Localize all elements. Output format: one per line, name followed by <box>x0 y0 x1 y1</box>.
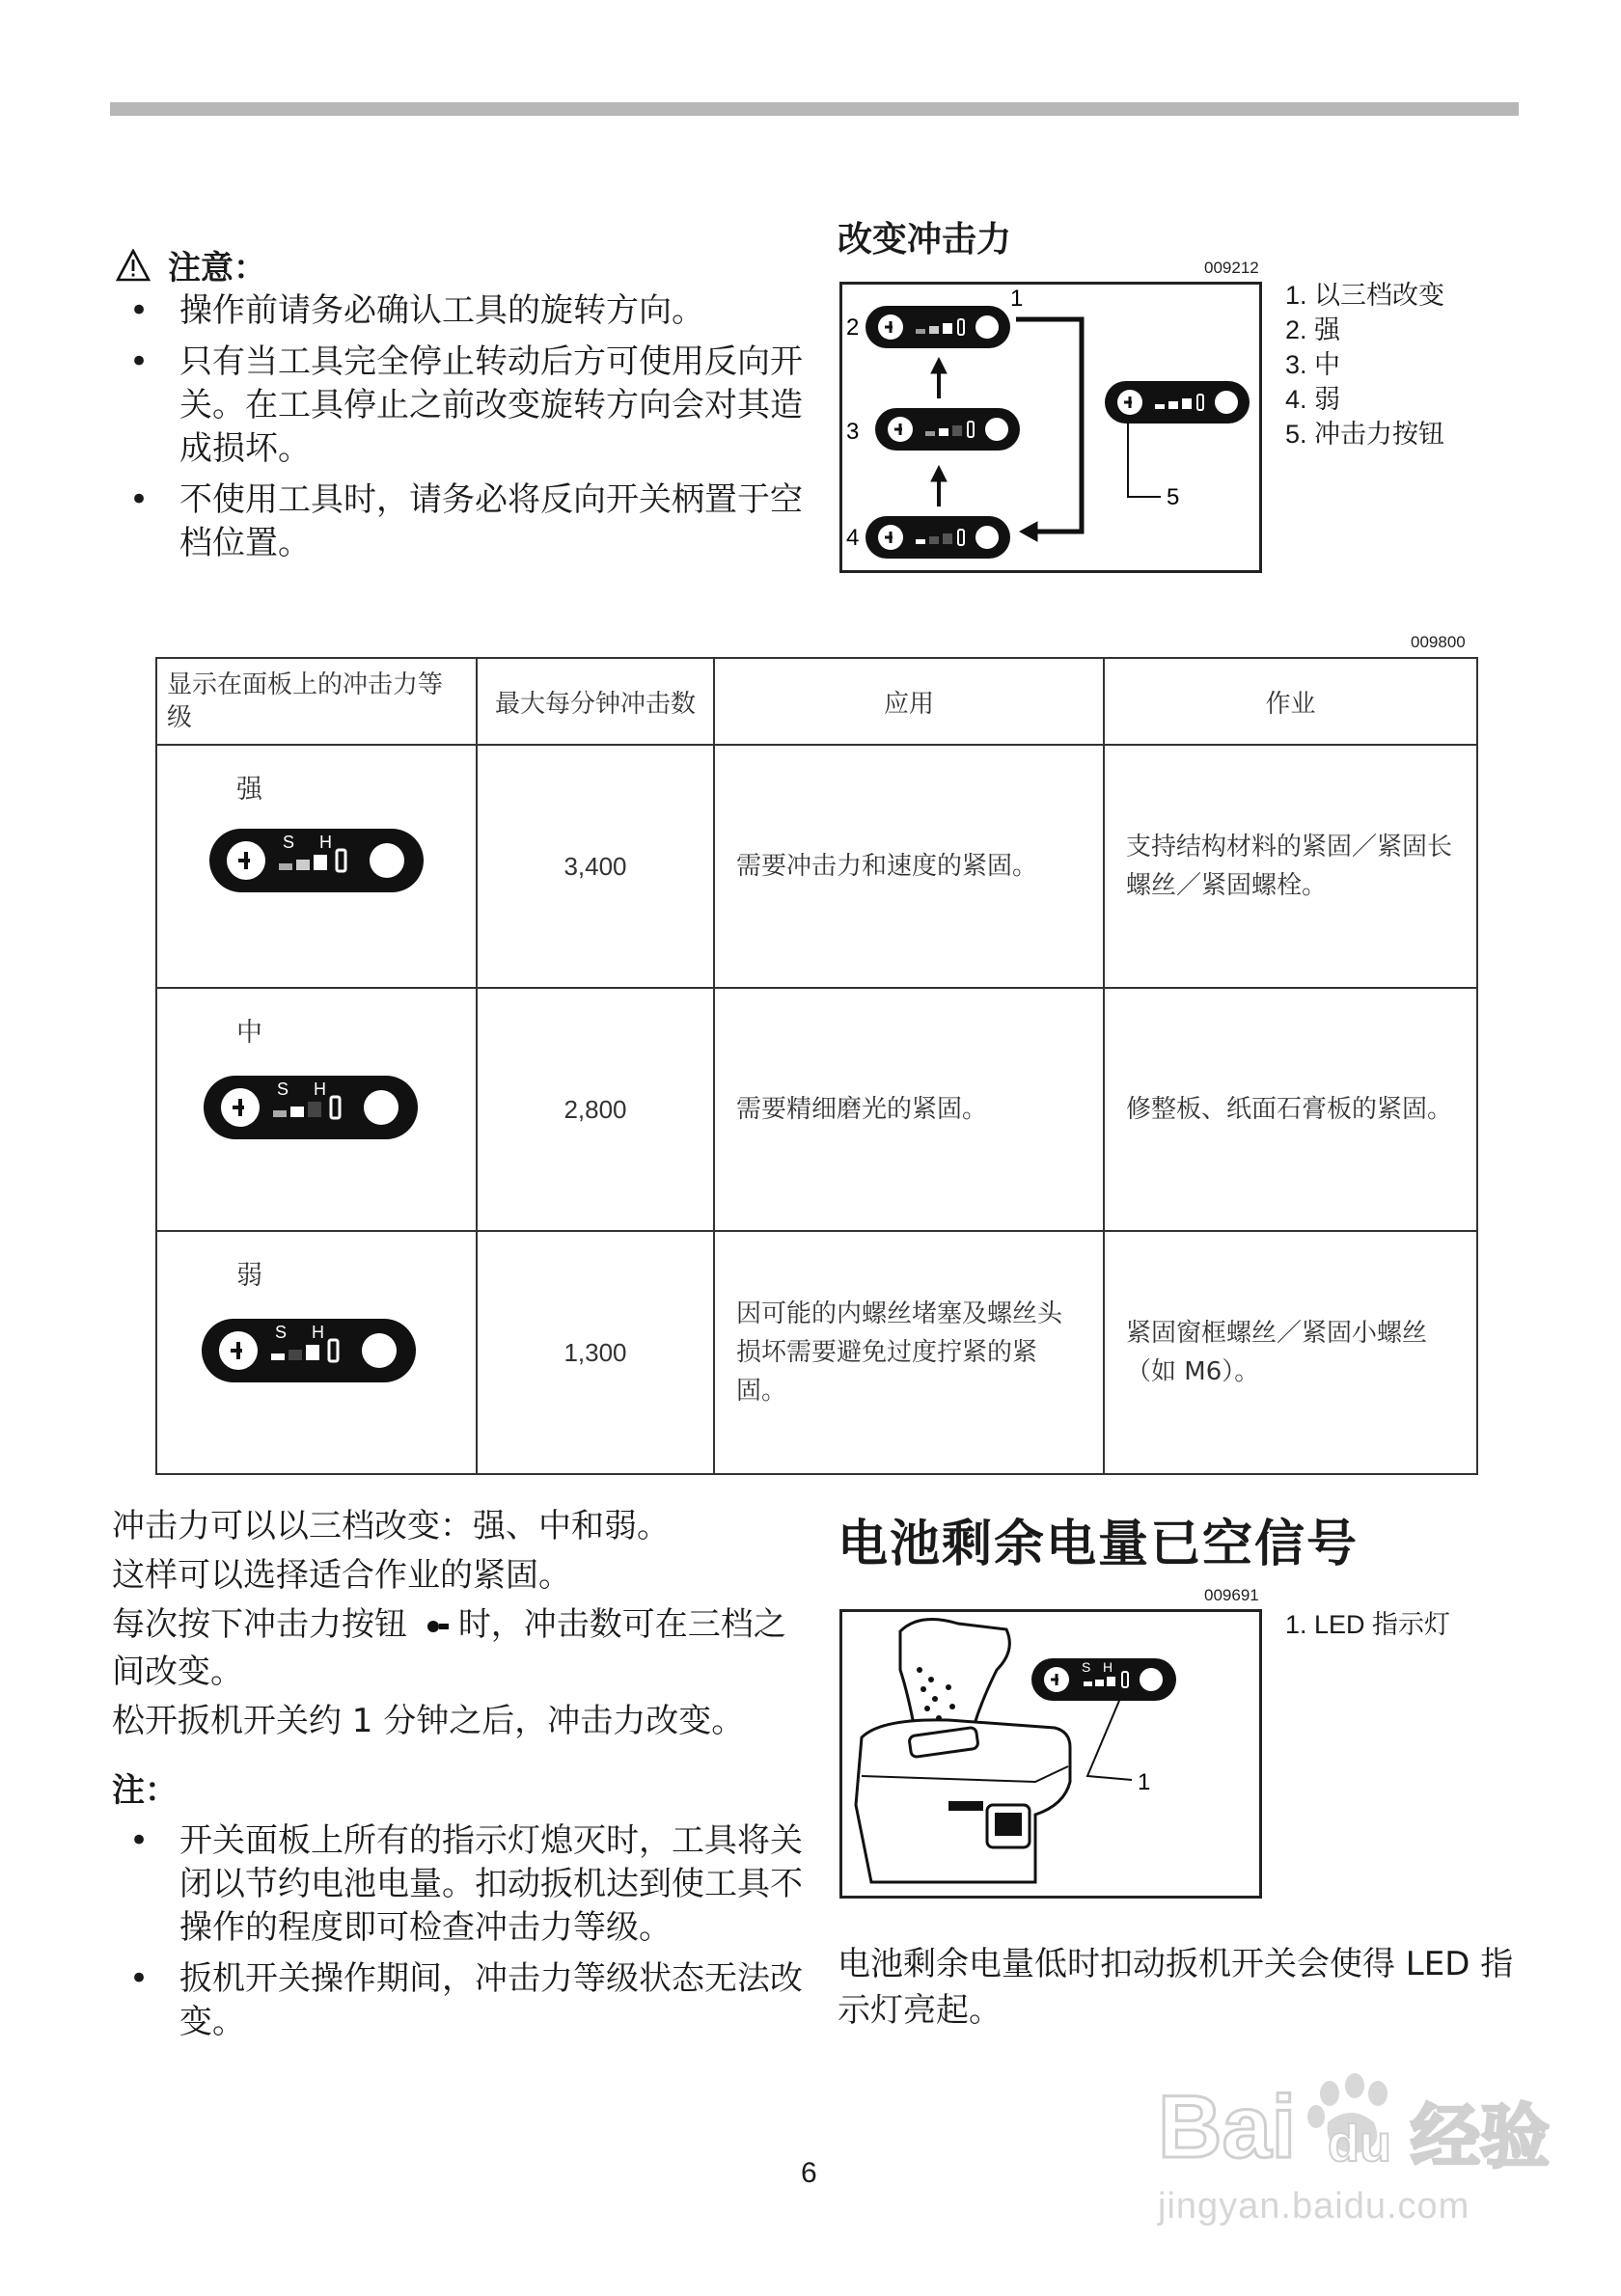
note-list <box>116 1819 810 2052</box>
svg-text:S: S <box>1082 1659 1091 1675</box>
rate-cell: 2,800 <box>477 988 714 1231</box>
callout-4: 4 <box>846 525 860 551</box>
svg-text:经验: 经验 <box>1411 2096 1551 2177</box>
legend-item: 1. 以三档改变 <box>1285 281 1445 310</box>
level-label: 中 <box>236 1018 262 1048</box>
panel-weak-icon <box>200 1313 418 1386</box>
header-work: 作业 <box>1104 658 1477 745</box>
panel-medium-icon <box>875 408 1020 451</box>
svg-text:du: du <box>1328 2115 1391 2173</box>
application-cell: 需要精细磨光的紧固。 <box>714 988 1104 1231</box>
svg-text:Bai: Bai <box>1158 2078 1297 2176</box>
header-level: 显示在面板上的冲击力等级 <box>156 658 477 745</box>
battery-description: 电池剩余电量低时扣动扳机开关会使得 LED 指示灯亮起。 <box>838 1945 1514 2030</box>
cycle-arrow-icon <box>1016 319 1082 541</box>
list-item: • 开关面板上所有的指示灯熄灭时，工具将关闭以节约电池电量。扣动扳机达到使工具不操作的程度即可检查冲击力等级。 <box>116 1819 810 1950</box>
callout-1: 1 <box>1010 286 1024 312</box>
level-cell <box>156 988 477 1231</box>
svg-text:H: H <box>1103 1659 1113 1675</box>
impact-section-title: 改变冲击力 <box>838 220 1012 260</box>
work-cell: 紧固窗框螺丝／紧固小螺丝（如 M6）。 <box>1104 1231 1477 1474</box>
figure-code: 009691 <box>1204 1586 1259 1604</box>
table-row <box>156 988 1477 1231</box>
paragraph: 这样可以选择适合作业的紧固。 <box>112 1556 571 1595</box>
panel-strong-icon <box>865 306 1010 348</box>
battery-figure <box>839 1609 1262 1899</box>
panel-strong-icon <box>207 823 426 896</box>
top-rule <box>110 102 1519 116</box>
level-label: 强 <box>236 775 262 805</box>
note-heading: 注： <box>112 1771 178 1810</box>
legend-item: 5. 冲击力按钮 <box>1285 420 1445 449</box>
caution-list <box>116 289 810 573</box>
level-cell <box>156 1231 477 1474</box>
impact-description <box>112 1503 807 1747</box>
legend-item: 2. 强 <box>1285 315 1341 344</box>
paragraph: 每次按下冲击力按钮 时，冲击数可在三档之间改变。 <box>112 1605 786 1691</box>
table-row <box>156 1231 1477 1474</box>
battery-figure-legend: 1. LED 指示灯 <box>1285 1610 1451 1639</box>
svg-text:H: H <box>312 1323 324 1342</box>
panel-button-icon <box>1105 381 1250 424</box>
table-header-row <box>156 658 1477 745</box>
list-item: • 只有当工具完全停止转动后方可使用反向开关。在工具停止之前改变旋转方向会对其造成损坏。 <box>116 341 810 471</box>
list-item: • 扳机开关操作期间，冲击力等级状态无法改变。 <box>116 1957 810 2044</box>
header-application: 应用 <box>714 658 1104 745</box>
impact-change-figure <box>839 282 1262 573</box>
list-item: • 不使用工具时，请务必将反向开关柄置于空档位置。 <box>116 478 810 565</box>
header-rate: 最大每分钟冲击数 <box>477 658 714 745</box>
callout-1: 1 <box>1138 1769 1151 1795</box>
work-cell: 支持结构材料的紧固／紧固长螺丝／紧固螺栓。 <box>1104 745 1477 988</box>
application-cell: 需要冲击力和速度的紧固。 <box>714 745 1104 988</box>
list-item: • 操作前请务必确认工具的旋转方向。 <box>116 289 810 333</box>
paragraph: 冲击力可以以三档改变：强、中和弱。 <box>112 1507 670 1545</box>
svg-text:H: H <box>314 1080 326 1099</box>
rate-cell: 3,400 <box>477 745 714 988</box>
legend-item: 4. 弱 <box>1285 385 1341 414</box>
application-cell: 因可能的内螺丝堵塞及螺丝头损坏需要避免过度拧紧的紧固。 <box>714 1231 1104 1474</box>
figure-code: 009212 <box>1204 259 1259 277</box>
callout-2: 2 <box>846 314 860 341</box>
warning-triangle-icon <box>116 249 151 282</box>
baidu-watermark-logo <box>1158 2064 1563 2180</box>
battery-illustration <box>842 1612 1259 1896</box>
callout-5: 5 <box>1167 484 1180 510</box>
caution-title: 注意： <box>168 249 266 287</box>
impact-table <box>155 657 1478 1475</box>
rate-cell: 1,300 <box>477 1231 714 1474</box>
table-code: 009800 <box>1411 633 1466 651</box>
table-row <box>156 745 1477 988</box>
level-cell <box>156 745 477 988</box>
panel-weak-icon <box>865 516 1010 559</box>
battery-section-title: 电池剩余电量已空信号 <box>838 1516 1360 1573</box>
paragraph: 松开扳机开关约 1 分钟之后，冲击力改变。 <box>112 1702 745 1740</box>
svg-text:S: S <box>283 833 295 852</box>
page-number: 6 <box>801 2157 817 2189</box>
svg-text:H: H <box>319 833 332 852</box>
watermark-url: jingyan.baidu.com <box>1158 2186 1470 2227</box>
svg-text:S: S <box>275 1323 288 1342</box>
level-label: 弱 <box>236 1261 262 1291</box>
panel-medium-icon <box>202 1070 420 1143</box>
work-cell: 修整板、纸面石膏板的紧固。 <box>1104 988 1477 1231</box>
impact-diagram <box>842 285 1259 570</box>
impact-figure-legend <box>1285 278 1444 451</box>
svg-text:S: S <box>277 1080 289 1099</box>
impact-button-icon <box>424 1615 453 1638</box>
legend-item: 3. 中 <box>1285 350 1341 379</box>
caution-heading <box>116 241 266 288</box>
callout-3: 3 <box>846 419 860 445</box>
